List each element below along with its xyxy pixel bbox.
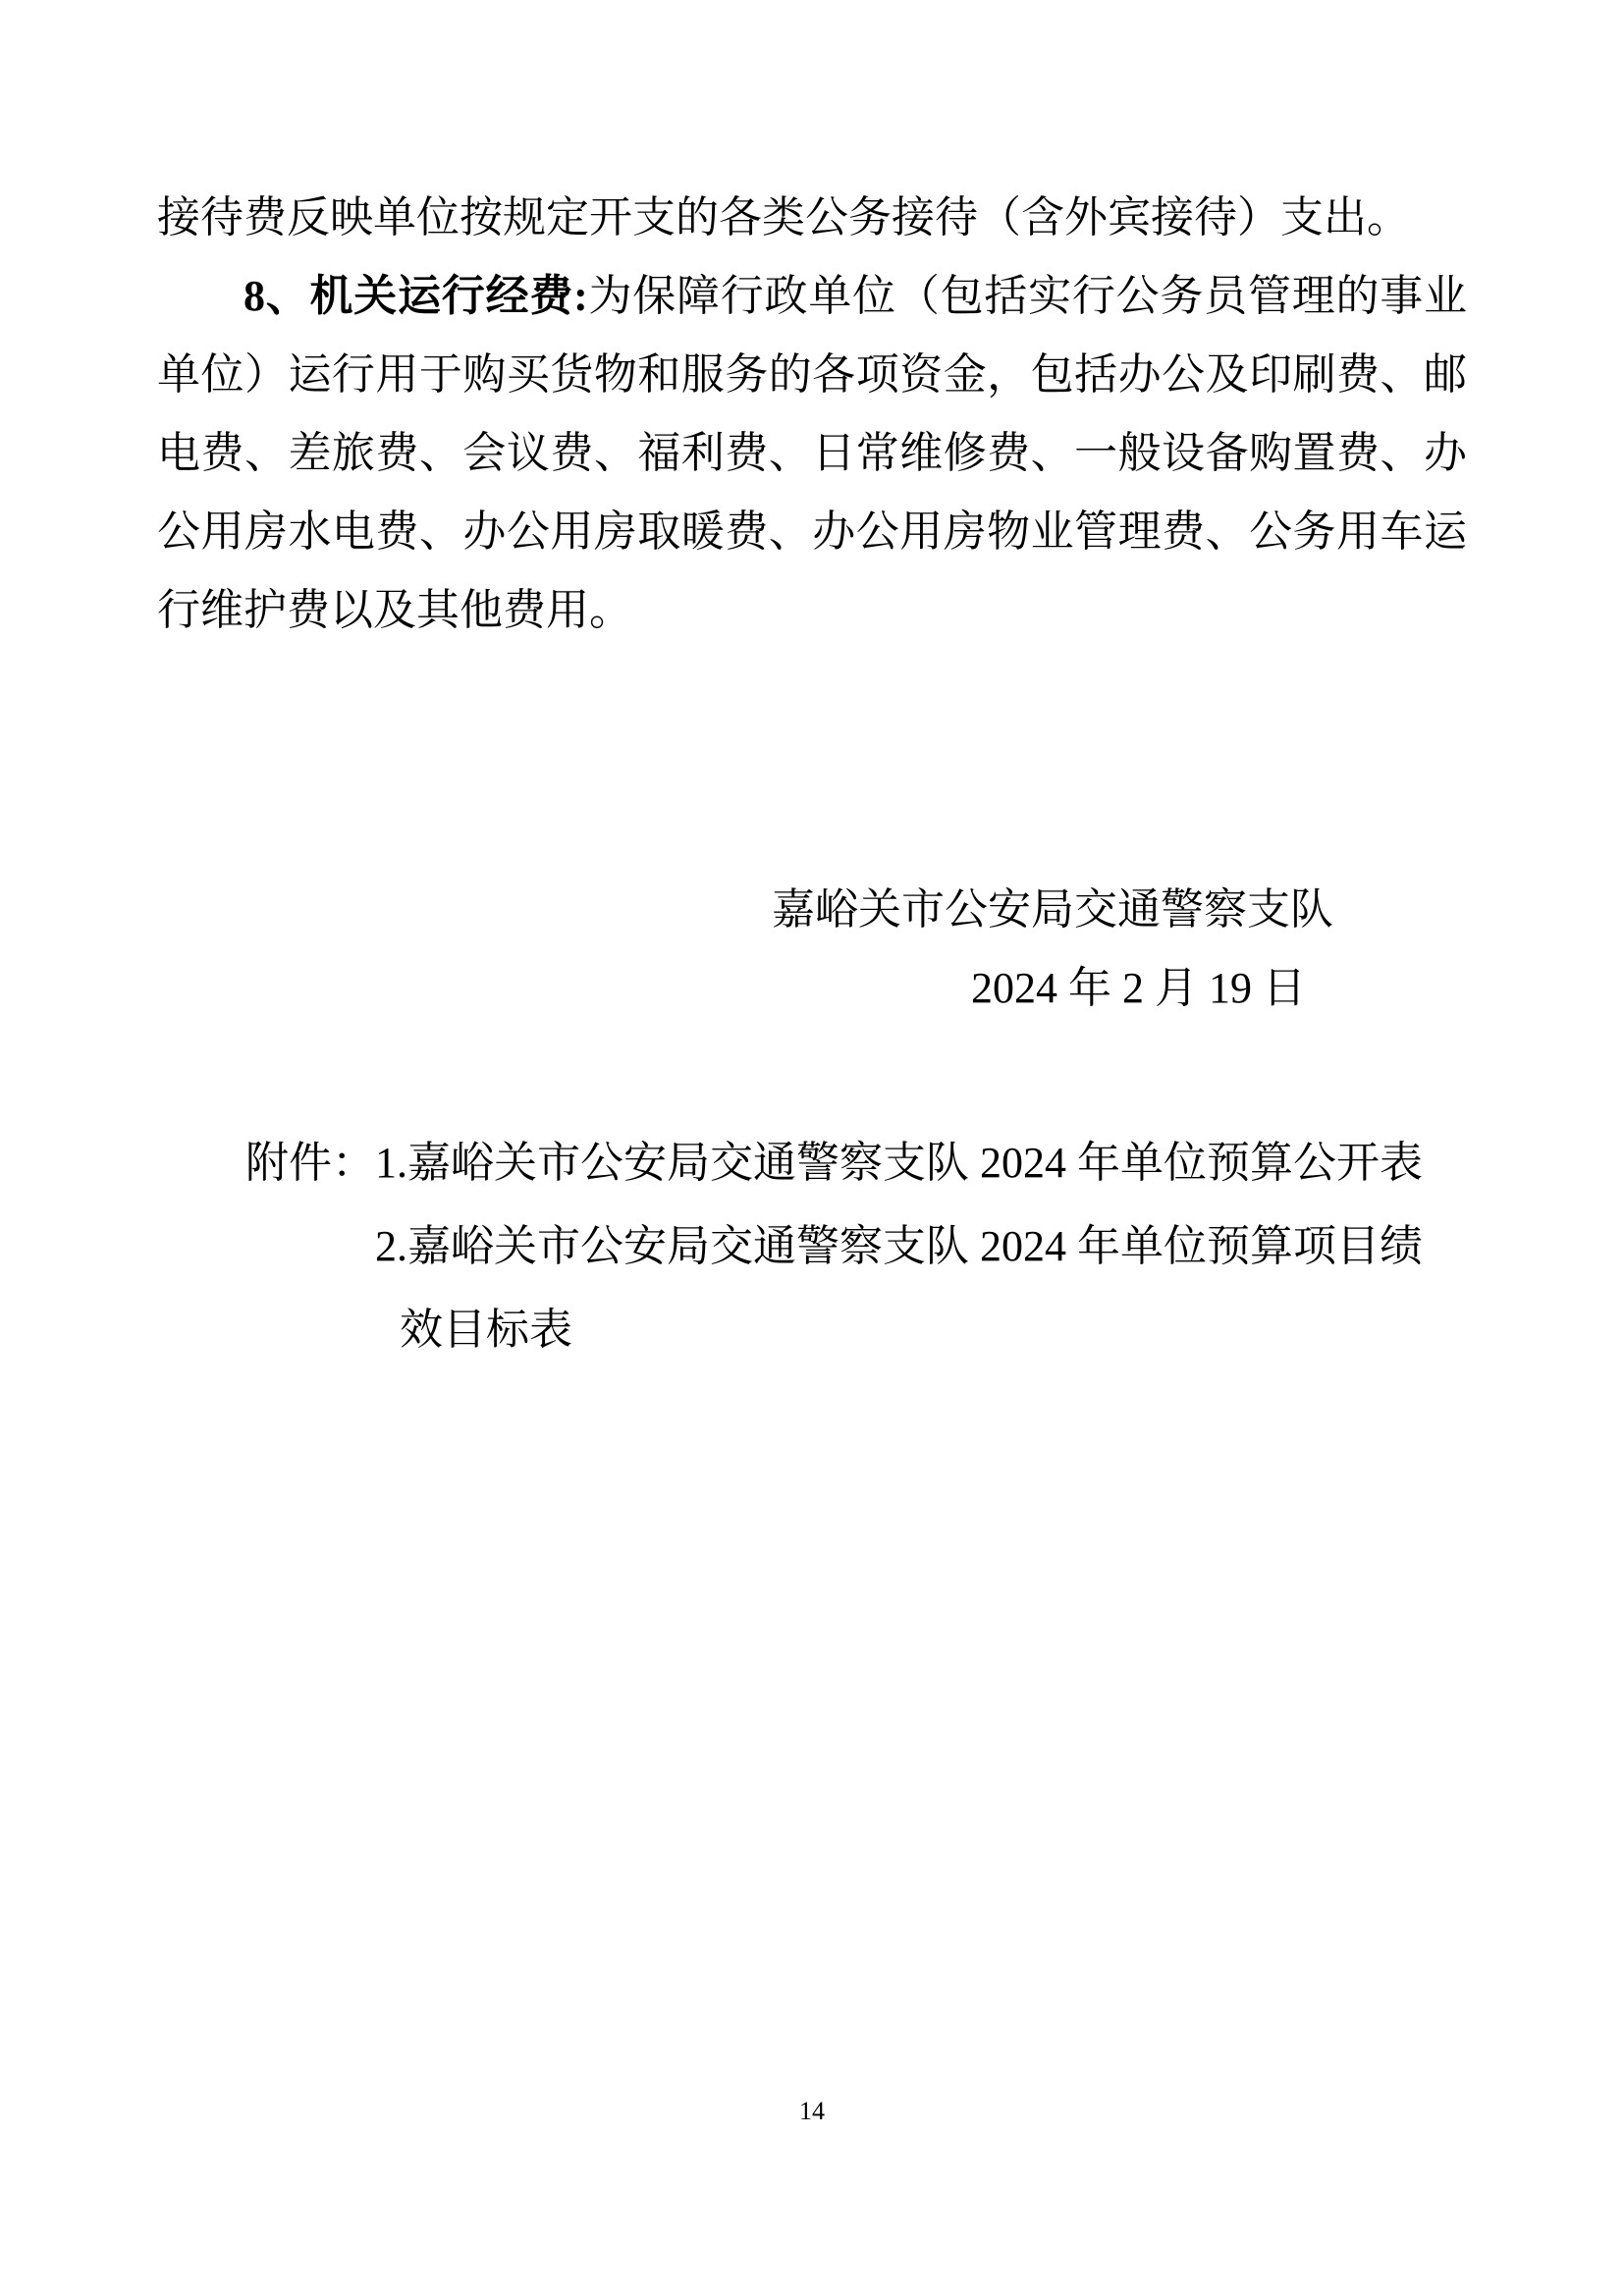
paragraph-operating-expense [157,257,1467,650]
signature-block [157,871,1467,1028]
page-number: 14 [799,2097,825,2125]
attachment-item-2-line-2: 效目标表 [400,1306,572,1354]
paragraph-operating-body: 为保障行政单位（包括实行公务员管理的事业单位）运行用于购买货物和服务的各项资金，包括办公及印刷费、邮电费、差旅费、会议费、福利费、日常维修费、一般设备购置费、办公用房水电费、办公用房取暖费、办公用房物业管理费、公务用车运行维护费以及其他费用。 [157,272,1467,634]
attachments-label: 附件： [245,1139,375,1187]
attachment-item-2-line-1: 2.嘉峪关市公安局交通警察支队 2024 年单位预算项目绩 [375,1222,1423,1270]
signature-organization: 嘉峪关市公安局交通警察支队 [772,885,1333,934]
attachment-item-1 [157,1121,1467,1204]
signature-date: 2024 年 2 月 19 日 [971,964,1306,1012]
paragraph-operating-heading: 8、机关运行经费: [244,272,588,320]
attachments-section [157,1121,1467,1371]
attachment-item-1-text: 1.嘉峪关市公安局交通警察支队 2024 年单位预算公开表 [375,1139,1423,1187]
paragraph-reception-expense: 接待费反映单位按规定开支的各类公务接待（含外宾接待）支出。 [157,193,1410,241]
